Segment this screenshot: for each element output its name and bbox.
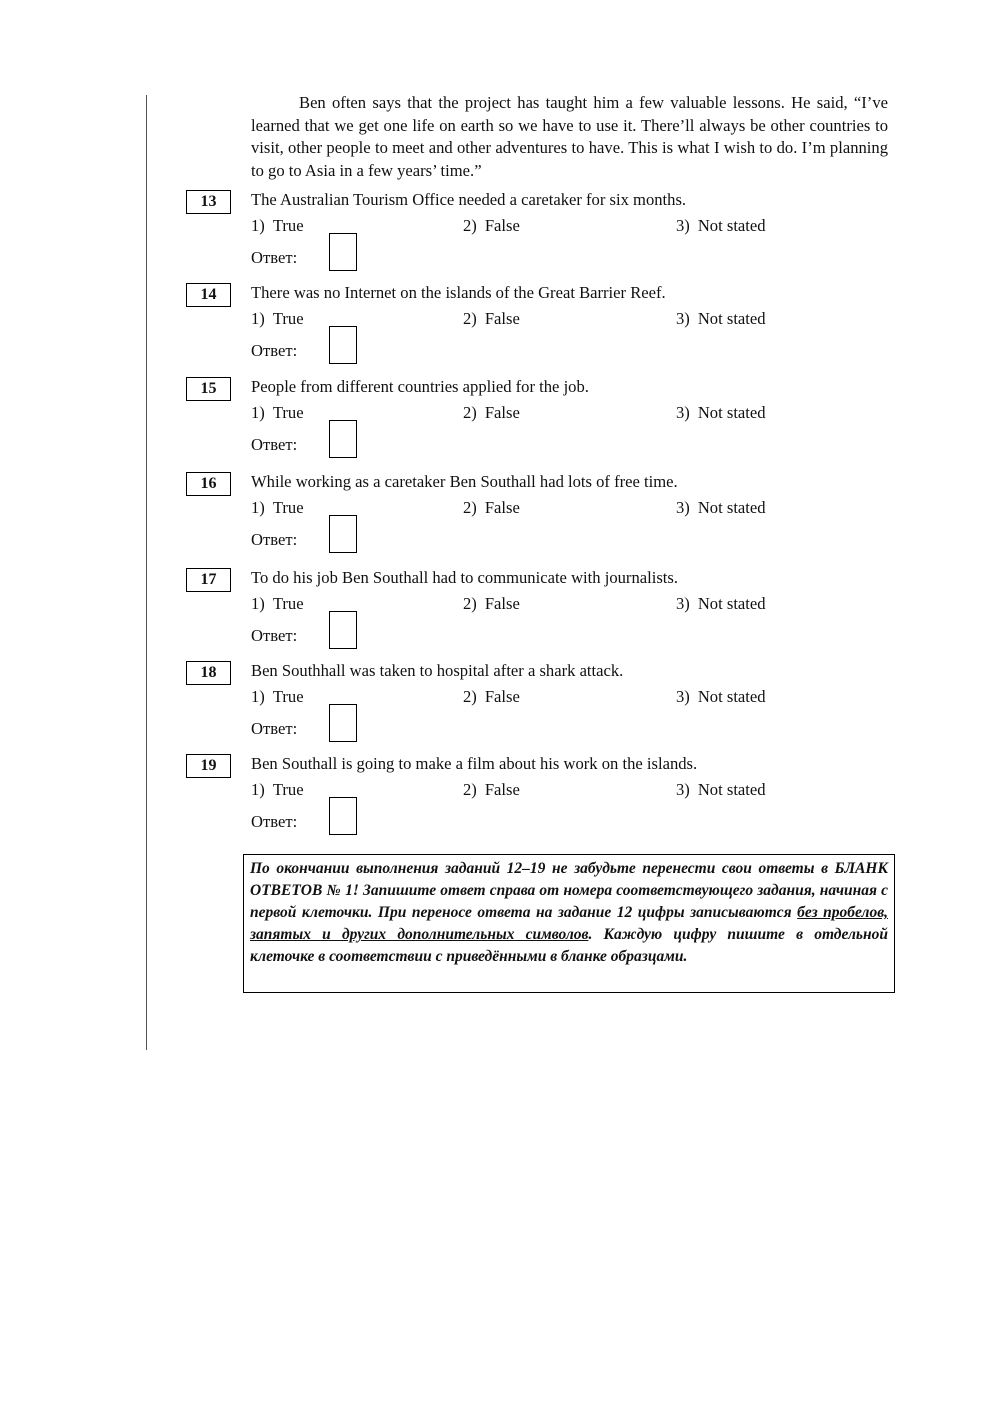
option-false: 2) False: [463, 498, 520, 517]
question-17: [0, 568, 1000, 658]
option-true: 1) True: [251, 594, 304, 613]
question-18: [0, 661, 1000, 751]
answer-box[interactable]: [329, 797, 357, 835]
option-not-stated: 3) Not stated: [676, 687, 766, 706]
answer-label: Ответ:: [251, 719, 298, 738]
option-true: 1) True: [251, 403, 304, 422]
option-not-stated: 3) Not stated: [676, 216, 766, 235]
answer-label: Ответ:: [251, 626, 298, 645]
option-false: 2) False: [463, 780, 520, 799]
answer-label: Ответ:: [251, 812, 298, 831]
option-not-stated: 3) Not stated: [676, 403, 766, 422]
question-15: [0, 377, 1000, 467]
question-text: To do his job Ben Southall had to communicate with journalists.: [251, 568, 679, 587]
answer-box[interactable]: [329, 515, 357, 553]
answer-box[interactable]: [329, 704, 357, 742]
option-not-stated: 3) Not stated: [676, 594, 766, 613]
option-not-stated: 3) Not stated: [676, 780, 766, 799]
option-true: 1) True: [251, 309, 304, 328]
question-text: While working as a caretaker Ben Southall had lots of free time.: [251, 472, 678, 491]
option-true: 1) True: [251, 687, 304, 706]
option-true: 1) True: [251, 780, 304, 799]
question-14: [0, 283, 1000, 373]
question-text: Ben Southall is going to make a film about his work on the islands.: [251, 754, 698, 773]
answer-box[interactable]: [329, 326, 357, 364]
answer-box[interactable]: [329, 233, 357, 271]
question-16: [0, 472, 1000, 562]
option-false: 2) False: [463, 687, 520, 706]
intro-paragraph: Ben often says that the project has taught him a few valuable lessons. He said, “I’ve learned that we get one life on earth so we have to use it. There’ll always be other countries to visit, other people to meet and other adventures to have. This is what I wish to do. I’m planning to go to Asia in a few years’ time.”: [251, 93, 888, 180]
option-false: 2) False: [463, 594, 520, 613]
option-not-stated: 3) Not stated: [676, 498, 766, 517]
question-number: 14: [186, 283, 231, 307]
option-false: 2) False: [463, 216, 520, 235]
note-text-part1: По окончании выполнения заданий 12–19 не забудьте перенести свои ответы в БЛАНК ОТВЕТОВ № 1! Запишите ответ справа от номера соответствующего задания, начиная с первой клеточки. При переносе ответа на задание 12 цифры записываются: [250, 860, 888, 921]
answer-label: Ответ:: [251, 341, 298, 360]
note-text-underlined: без пробелов, запятых и других дополнительных символов: [250, 904, 888, 943]
option-not-stated: 3) Not stated: [676, 309, 766, 328]
instruction-note: [243, 854, 895, 993]
question-19: [0, 754, 1000, 844]
answer-label: Ответ:: [251, 530, 298, 549]
question-number: 13: [186, 190, 231, 214]
question-text: People from different countries applied for the job.: [251, 377, 589, 396]
answer-label: Ответ:: [251, 248, 298, 267]
answer-box[interactable]: [329, 420, 357, 458]
question-text: Ben Southhall was taken to hospital after a shark attack.: [251, 661, 624, 680]
note-text-part2: . Каждую цифру пишите в отдельной клеточке в соответствии с приведёнными в бланке образцами.: [250, 926, 888, 965]
option-true: 1) True: [251, 216, 304, 235]
option-false: 2) False: [463, 309, 520, 328]
question-number: 18: [186, 661, 231, 685]
question-number: 19: [186, 754, 231, 778]
answer-box[interactable]: [329, 611, 357, 649]
option-false: 2) False: [463, 403, 520, 422]
question-13: [0, 190, 1000, 280]
question-number: 15: [186, 377, 231, 401]
question-text: The Australian Tourism Office needed a caretaker for six months.: [251, 190, 687, 209]
question-number: 17: [186, 568, 231, 592]
answer-label: Ответ:: [251, 435, 298, 454]
question-text: There was no Internet on the islands of the Great Barrier Reef.: [251, 283, 666, 302]
question-number: 16: [186, 472, 231, 496]
option-true: 1) True: [251, 498, 304, 517]
